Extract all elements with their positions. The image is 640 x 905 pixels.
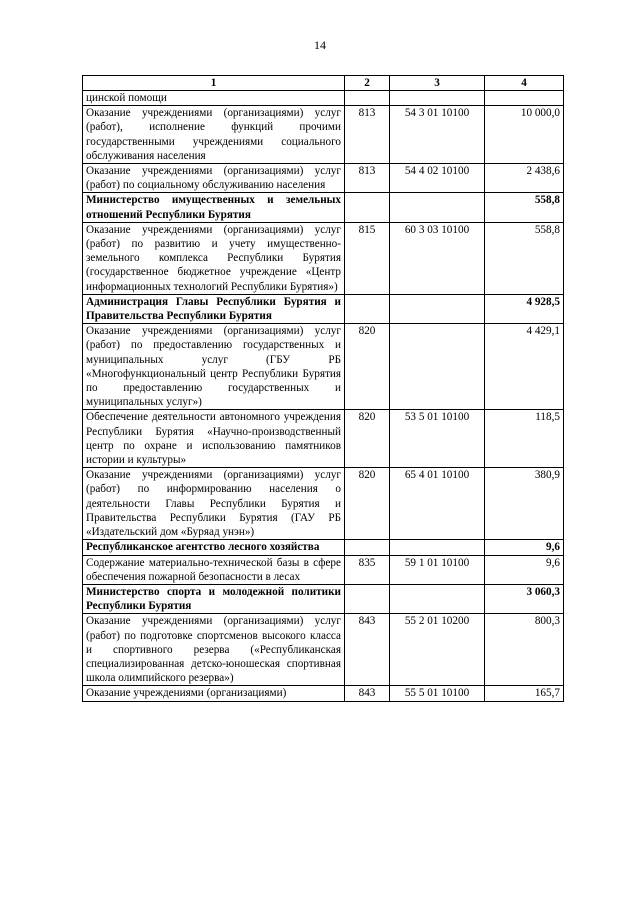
item-name-cell: Обеспечение деятельности автономного учреждения Республики Бурятия «Научно-производственный центр по охране и использованию памятников истории и культуры» (83, 410, 345, 468)
table-row (83, 468, 564, 540)
department-code-cell: 813 (345, 164, 390, 193)
classification-code-cell (390, 193, 485, 222)
department-code-cell (345, 540, 390, 555)
classification-code-cell: 55 2 01 10200 (390, 614, 485, 686)
column-header: 3 (390, 76, 485, 91)
item-name-cell: Администрация Главы Республики Бурятия и Правительства Республики Бурятия (83, 294, 345, 323)
amount-cell: 2 438,6 (485, 164, 564, 193)
classification-code-cell: 55 5 01 10100 (390, 686, 485, 701)
page-number: 14 (314, 38, 326, 52)
section-total-row (83, 294, 564, 323)
amount-cell: 118,5 (485, 410, 564, 468)
item-name-cell: Оказание учреждениями (организациями) услуг (работ) по социальному обслуживанию населения (83, 164, 345, 193)
table-header-row (83, 76, 564, 91)
department-code-cell (345, 193, 390, 222)
table-row (83, 164, 564, 193)
classification-code-cell (390, 324, 485, 410)
amount-cell (485, 91, 564, 106)
table-row (83, 614, 564, 686)
amount-cell: 9,6 (485, 540, 564, 555)
column-header: 1 (83, 76, 345, 91)
section-total-row (83, 193, 564, 222)
amount-cell: 165,7 (485, 686, 564, 701)
column-header: 2 (345, 76, 390, 91)
department-code-cell (345, 584, 390, 613)
table-row (83, 91, 564, 106)
column-header: 4 (485, 76, 564, 91)
table-row (83, 555, 564, 584)
department-code-cell: 815 (345, 222, 390, 294)
section-total-row (83, 584, 564, 613)
amount-cell: 4 429,1 (485, 324, 564, 410)
budget-table (82, 75, 564, 702)
department-code-cell: 820 (345, 324, 390, 410)
item-name-cell: Оказание учреждениями (организациями) услуг (работ) по предоставлению государственных и муниципальных услуг (ГБУ РБ «Многофункциональный центр Республики Бурятия по предоставлению государственных и муниципальных услуг») (83, 324, 345, 410)
item-name-cell: Оказание учреждениями (организациями) услуг (работ), исполнение функций прочими государственными учреждениями социального обслуживания населения (83, 106, 345, 164)
department-code-cell: 820 (345, 468, 390, 540)
department-code-cell: 843 (345, 614, 390, 686)
table-row (83, 324, 564, 410)
classification-code-cell (390, 294, 485, 323)
item-name-cell: цинской помощи (83, 91, 345, 106)
item-name-cell: Министерство имущественных и земельных отношений Республики Бурятия (83, 193, 345, 222)
item-name-cell: Оказание учреждениями (организациями) услуг (работ) по информированию населения о деятельности Главы Республики Бурятия и Правительства Республики Бурятия (ГАУ РБ «Издательский дом «Буряад унэн») (83, 468, 345, 540)
classification-code-cell: 54 3 01 10100 (390, 106, 485, 164)
classification-code-cell (390, 91, 485, 106)
classification-code-cell (390, 540, 485, 555)
amount-cell: 558,8 (485, 222, 564, 294)
item-name-cell: Оказание учреждениями (организациями) услуг (работ) по развитию и учету имущественно-земельного комплекса Республики Бурятия (государственное бюджетное учреждение «Центр информационных технологий Республики Бурятия») (83, 222, 345, 294)
department-code-cell: 835 (345, 555, 390, 584)
classification-code-cell: 53 5 01 10100 (390, 410, 485, 468)
amount-cell: 380,9 (485, 468, 564, 540)
amount-cell: 3 060,3 (485, 584, 564, 613)
classification-code-cell (390, 584, 485, 613)
item-name-cell: Оказание учреждениями (организациями) (83, 686, 345, 701)
department-code-cell: 813 (345, 106, 390, 164)
amount-cell: 9,6 (485, 555, 564, 584)
classification-code-cell: 65 4 01 10100 (390, 468, 485, 540)
table-row (83, 106, 564, 164)
section-total-row (83, 540, 564, 555)
item-name-cell: Министерство спорта и молодежной политики Республики Бурятия (83, 584, 345, 613)
amount-cell: 10 000,0 (485, 106, 564, 164)
department-code-cell: 843 (345, 686, 390, 701)
amount-cell: 800,3 (485, 614, 564, 686)
table-row (83, 686, 564, 701)
classification-code-cell: 54 4 02 10100 (390, 164, 485, 193)
table-row (83, 410, 564, 468)
classification-code-cell: 60 3 03 10100 (390, 222, 485, 294)
amount-cell: 558,8 (485, 193, 564, 222)
table-row (83, 222, 564, 294)
department-code-cell (345, 294, 390, 323)
department-code-cell (345, 91, 390, 106)
classification-code-cell: 59 1 01 10100 (390, 555, 485, 584)
department-code-cell: 820 (345, 410, 390, 468)
item-name-cell: Оказание учреждениями (организациями) услуг (работ) по подготовке спортсменов высокого класса и спортивного резерва («Республиканская специализированная детско-юношеская спортивная школа олимпийского резерва») (83, 614, 345, 686)
item-name-cell: Содержание материально-технической базы в сфере обеспечения пожарной безопасности в лесах (83, 555, 345, 584)
item-name-cell: Республиканское агентство лесного хозяйства (83, 540, 345, 555)
amount-cell: 4 928,5 (485, 294, 564, 323)
